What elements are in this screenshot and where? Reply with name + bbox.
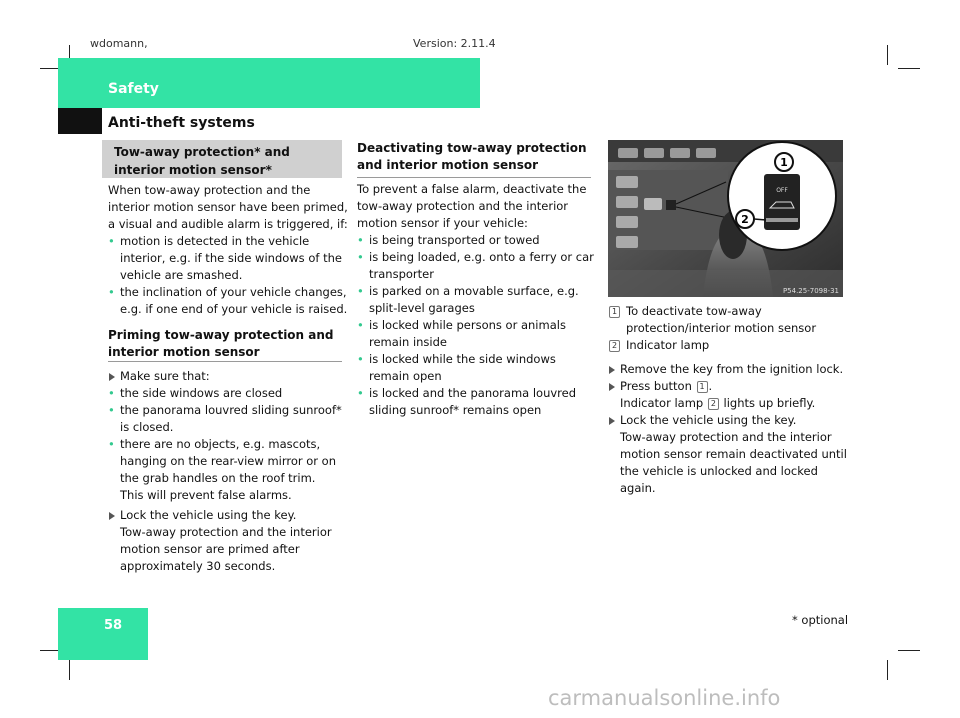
priming-heading: Priming tow-away protection and interior motion sensor xyxy=(108,328,334,359)
priming-rule xyxy=(108,361,342,362)
list-item: • motion is detected in the vehicle interior, e.g. if the side windows of the vehicle are smashed. xyxy=(108,233,348,284)
list-item: • there are no objects, e.g. mascots, hanging on the rear-view mirror or on the grab handles on the roof trim. xyxy=(108,436,348,487)
button-off-label: OFF xyxy=(776,187,788,194)
optional-note: * optional xyxy=(792,613,849,627)
list-item: • is parked on a movable surface, e.g. split-level garages xyxy=(357,283,597,317)
callout-1: 1 xyxy=(780,156,788,169)
print-info-right: Version: 2.11.4 xyxy=(413,38,496,48)
crop-mark xyxy=(69,660,70,680)
console-photo-illustration xyxy=(608,140,843,297)
crop-mark xyxy=(898,68,920,69)
list-item: • is being transported or towed xyxy=(357,232,597,249)
legend-text: To deactivate tow-away protection/interior motion sensor xyxy=(626,304,817,335)
step-item: Remove the key from the ignition lock. xyxy=(608,361,848,378)
middle-column xyxy=(357,140,597,174)
middle-intro: To prevent a false alarm, deactivate the tow-away protection and the interior motion sensor if your vehicle: xyxy=(357,182,587,230)
step-note xyxy=(608,395,848,412)
step-note: Tow-away protection and the interior motion sensor remain deactivated until the vehicle is unlocked and locked again. xyxy=(620,430,847,495)
legend-number: 2 xyxy=(609,340,620,352)
crop-mark xyxy=(887,45,888,65)
step-text: . xyxy=(708,379,713,393)
left-box-heading: Tow-away protection* and interior motion sensor* xyxy=(114,145,290,177)
crop-mark xyxy=(898,650,920,651)
legend-number: 1 xyxy=(609,306,620,318)
list-item: • the panorama louvred sliding sunroof* is closed. xyxy=(108,402,348,436)
photo-code: P54.25-7098-31 xyxy=(782,287,839,295)
page-number-box xyxy=(58,608,148,660)
legend-item xyxy=(608,337,848,354)
legend-item xyxy=(608,303,848,337)
left-intro: When tow-away protection and the interior motion sensor have been primed, a visual and audible alarm is triggered, if: xyxy=(108,183,348,231)
step-item: Lock the vehicle using the key. xyxy=(608,412,848,429)
deactivating-heading: Deactivating tow-away protection and interior motion sensor xyxy=(357,141,587,172)
step-text: Press button xyxy=(620,379,692,393)
page-tab-marker xyxy=(58,108,102,134)
list-item: • is locked while persons or animals remain inside xyxy=(357,317,597,351)
left-heading-box xyxy=(102,140,342,178)
step-item xyxy=(608,378,848,395)
page-number: 58 xyxy=(103,618,123,633)
step-item: Make sure that: xyxy=(108,368,348,385)
inline-number: 2 xyxy=(708,398,719,410)
print-info-left: wdomann, xyxy=(90,38,148,48)
console-photo xyxy=(608,140,843,297)
left-steps xyxy=(108,368,348,575)
section-title: Safety xyxy=(108,81,159,97)
step-text: Indicator lamp xyxy=(620,396,704,410)
callout-2: 2 xyxy=(741,213,749,226)
inline-number: 1 xyxy=(697,381,708,393)
list-item: • is locked and the panorama louvred sliding sunroof* remains open xyxy=(357,385,597,419)
list-item: • is being loaded, e.g. onto a ferry or car transporter xyxy=(357,249,597,283)
watermark: carmanualsonline.info xyxy=(548,686,781,710)
list-item: • is locked while the side windows remain open xyxy=(357,351,597,385)
middle-body xyxy=(357,181,597,419)
step-item: Lock the vehicle using the key. xyxy=(108,507,348,524)
step-note: This will prevent false alarms. xyxy=(120,488,292,502)
right-column xyxy=(608,303,848,497)
list-item: • the side windows are closed xyxy=(108,385,348,402)
step-text: lights up briefly. xyxy=(723,396,816,410)
step-note: Tow-away protection and the interior motion sensor are primed after approximately 30 seconds. xyxy=(120,525,332,573)
page-heading: Anti-theft systems xyxy=(108,115,255,131)
list-item: • the inclination of your vehicle changes, e.g. if one end of your vehicle is raised. xyxy=(108,284,348,318)
left-column xyxy=(108,182,348,361)
deactivating-rule xyxy=(357,177,591,178)
legend-text: Indicator lamp xyxy=(626,338,710,352)
crop-mark xyxy=(887,660,888,680)
